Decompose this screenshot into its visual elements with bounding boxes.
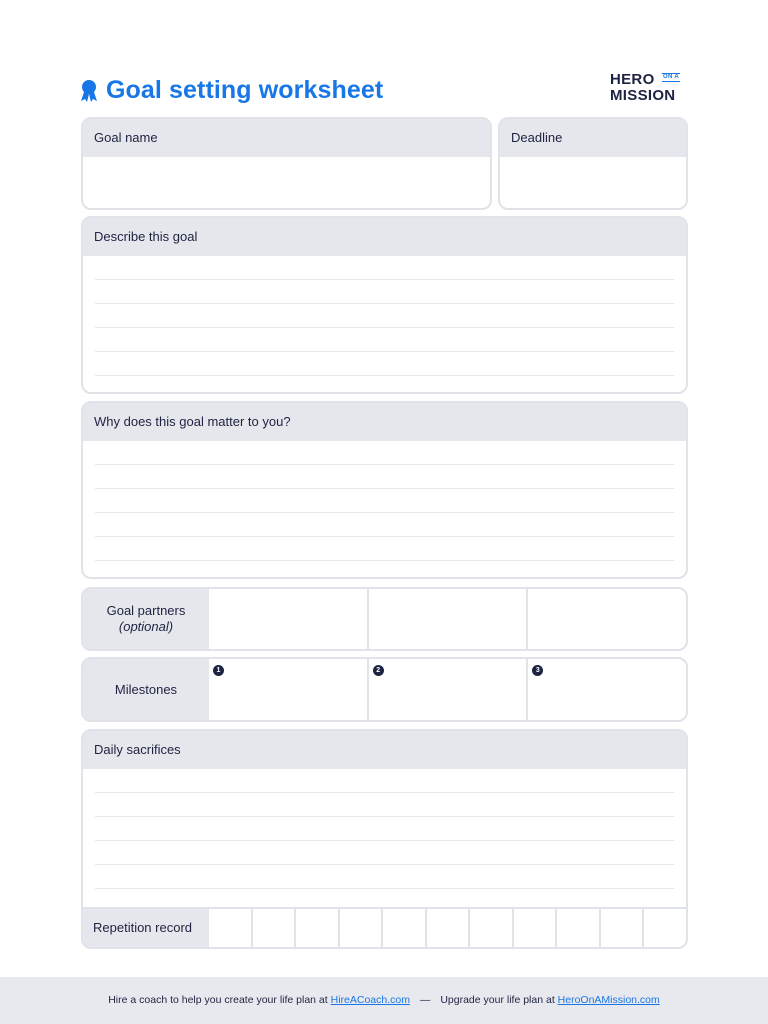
repetition-cell[interactable]: [338, 909, 382, 947]
milestones-label-box: [83, 659, 209, 720]
deadline-label: Deadline: [500, 119, 686, 157]
repetition-record-row: [83, 907, 686, 947]
describe-goal-field[interactable]: [83, 256, 686, 376]
goal-partners-label: Goal partners: [106, 603, 186, 618]
repetition-cell[interactable]: [381, 909, 425, 947]
writing-line: [95, 841, 674, 865]
daily-sacrifices-field[interactable]: [83, 769, 686, 907]
page-title: Goal setting worksheet: [106, 76, 384, 104]
footer-text-coach: Hire a coach to help you create your life plan at: [108, 994, 328, 1006]
milestones-cells: [209, 659, 686, 720]
goal-name-label: Goal name: [83, 119, 490, 157]
repetition-cell[interactable]: [251, 909, 295, 947]
writing-line: [95, 465, 674, 489]
repetition-cell[interactable]: [425, 909, 469, 947]
repetition-cell[interactable]: [512, 909, 556, 947]
why-matters-field[interactable]: [83, 441, 686, 561]
goal-name-card: [81, 117, 492, 210]
writing-line: [95, 537, 674, 561]
repetition-record-label: Repetition record: [83, 909, 209, 947]
logo-tag-on-a: ON A: [663, 74, 679, 80]
footer-separator: —: [419, 994, 431, 1006]
writing-line: [95, 256, 674, 280]
deadline-card: [498, 117, 688, 210]
goal-name-field[interactable]: [83, 157, 490, 210]
describe-goal-label: Describe this goal: [83, 218, 686, 256]
writing-line: [95, 489, 674, 513]
daily-sacrifices-label: Daily sacrifices: [83, 731, 686, 769]
why-matters-card: [81, 401, 688, 579]
writing-line: [95, 817, 674, 841]
why-matters-label: Why does this goal matter to you?: [83, 403, 686, 441]
repetition-cell[interactable]: [599, 909, 643, 947]
repetition-record-cells: [209, 909, 686, 947]
writing-line: [95, 280, 674, 304]
partner-cell[interactable]: [526, 589, 686, 649]
writing-line: [95, 793, 674, 817]
title-group: [80, 76, 383, 105]
heroonamission-link[interactable]: HeroOnAMission.com: [557, 994, 660, 1006]
goal-partners-optional: (optional): [118, 619, 174, 634]
hero-on-a-mission-logo: [610, 72, 686, 106]
award-ribbon-icon: [80, 79, 98, 103]
milestones-card: [81, 657, 688, 722]
footer-text-upgrade: Upgrade your life plan at: [440, 994, 555, 1006]
writing-line: [95, 513, 674, 537]
logo-word-mission: MISSION: [610, 87, 676, 104]
repetition-cell[interactable]: [209, 909, 251, 947]
milestone-cell-2[interactable]: [367, 659, 527, 720]
writing-line: [95, 441, 674, 465]
logo-word-hero: HERO: [610, 71, 655, 88]
describe-goal-card: [81, 216, 688, 394]
goal-partners-cells: [209, 589, 686, 649]
writing-line: [95, 328, 674, 352]
repetition-cell[interactable]: [642, 909, 686, 947]
repetition-cell[interactable]: [468, 909, 512, 947]
milestone-number-badge: 2: [373, 665, 384, 676]
milestones-label: Milestones: [114, 681, 178, 697]
page-footer: [0, 977, 768, 1024]
repetition-cell[interactable]: [555, 909, 599, 947]
hireacoach-link[interactable]: HireACoach.com: [330, 994, 410, 1006]
goal-partners-label-box: [83, 589, 209, 649]
deadline-field[interactable]: [500, 157, 686, 210]
writing-line: [95, 865, 674, 889]
writing-line: [95, 304, 674, 328]
partner-cell[interactable]: [367, 589, 527, 649]
writing-line: [95, 769, 674, 793]
goal-partners-card: [81, 587, 688, 651]
daily-sacrifices-card: [81, 729, 688, 949]
milestone-number-badge: 1: [213, 665, 224, 676]
milestone-cell-1[interactable]: [209, 659, 367, 720]
milestone-cell-3[interactable]: [526, 659, 686, 720]
page-header: [80, 71, 688, 108]
partner-cell[interactable]: [209, 589, 367, 649]
repetition-cell[interactable]: [294, 909, 338, 947]
writing-line: [95, 352, 674, 376]
milestone-number-badge: 3: [532, 665, 543, 676]
